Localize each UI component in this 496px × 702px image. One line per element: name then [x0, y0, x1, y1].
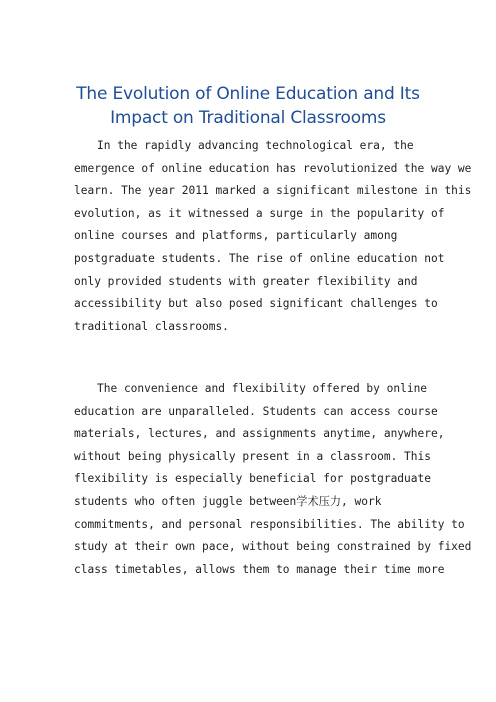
paragraph-2: [74, 378, 472, 581]
paragraph-1: [74, 135, 472, 338]
paragraph-2-line: education are unparalleled. Students can access course: [74, 404, 438, 418]
paragraph-1-line: emergence of online education has revolutionized the way we: [74, 161, 472, 175]
paragraph-1-line: evolution, as it witnessed a surge in the popularity of: [74, 206, 445, 220]
paragraph-1-line: In the rapidly advancing technological era, the: [97, 139, 414, 152]
document-title: [60, 82, 436, 130]
title-line-2: Impact on Traditional Classrooms: [110, 108, 386, 128]
paragraph-1-line: postgraduate students. The rise of online education not: [74, 251, 445, 265]
paragraph-2-line: flexibility is especially beneficial for postgraduate: [74, 472, 431, 486]
paragraph-2-line: materials, lectures, and assignments anytime, anywhere,: [74, 427, 445, 441]
paragraph-1-line: online courses and platforms, particularly among: [74, 229, 398, 243]
paragraph-1-line: traditional classrooms.: [74, 319, 229, 333]
paragraph-2-line: The convenience and flexibility offered by online: [97, 382, 428, 395]
paragraph-1-line: learn. The year 2011 marked a significant milestone in this: [74, 184, 472, 198]
paragraph-1-line: only provided students with greater flexibility and: [74, 274, 418, 288]
paragraph-2-line: class timetables, allows them to manage their time more: [74, 562, 445, 576]
paragraph-2-line: students who often juggle between学术压力, work: [74, 494, 382, 508]
paragraph-2-line: study at their own pace, without being constrained by fixed: [74, 540, 472, 554]
paragraph-2-line: commitments, and personal responsibilities. The ability to: [74, 517, 465, 531]
paragraph-1-line: accessibility but also posed significant challenges to: [74, 297, 438, 311]
title-line-1: The Evolution of Online Education and Its: [76, 84, 420, 104]
paragraph-2-line: without being physically present in a classroom. This: [74, 449, 431, 463]
